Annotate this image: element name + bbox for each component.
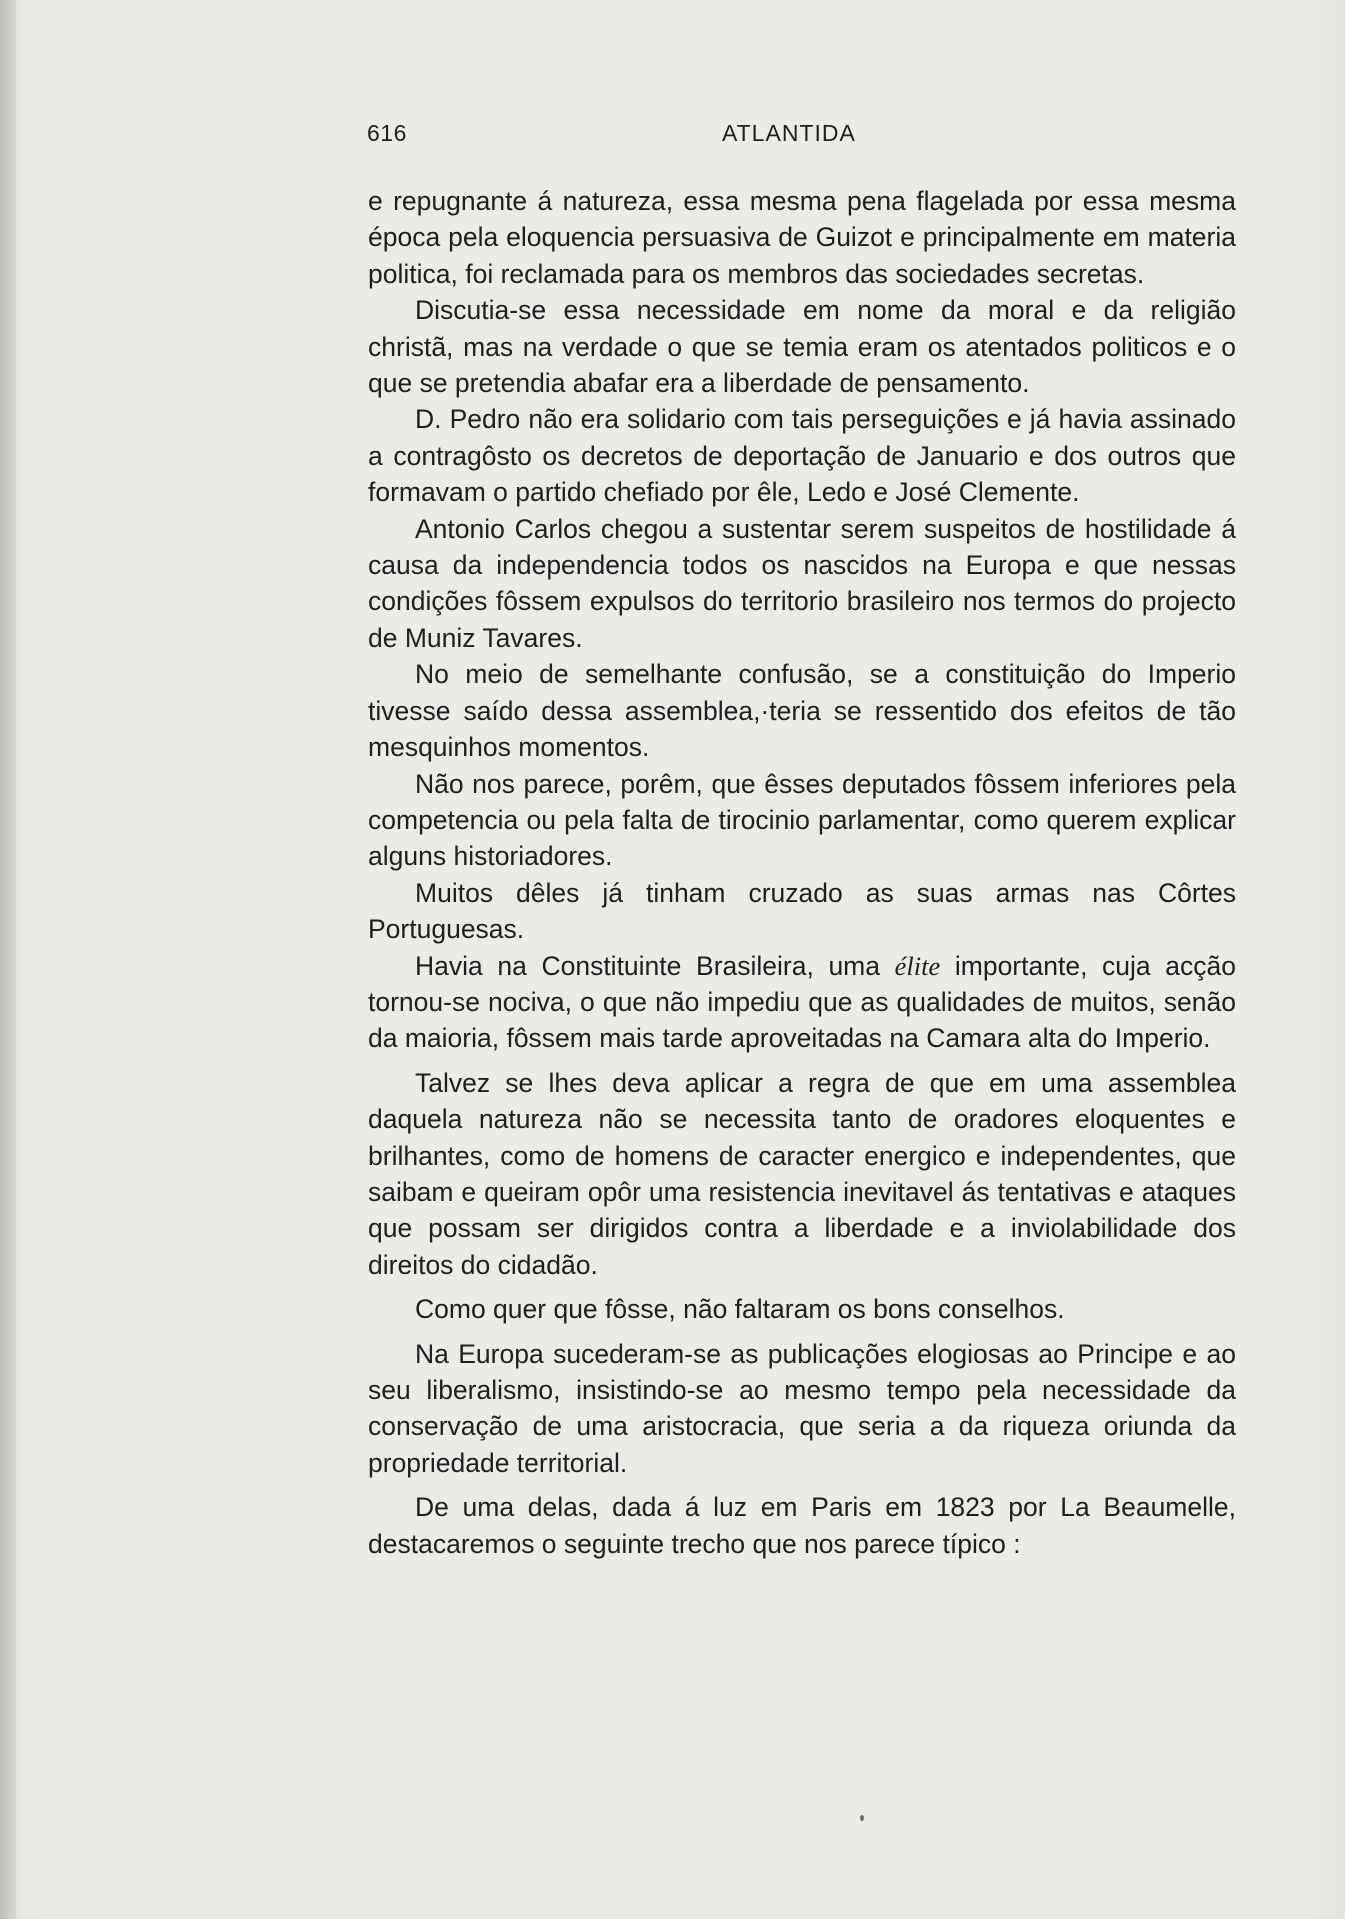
paragraph-6: Não nos parece, porêm, que êsses deputados fôssem inferiores pela competencia ou pela falta de tirocinio parlamentar, como querem explicar alguns historiadores. [368,768,1236,872]
paragraph-11: Na Europa sucederam-se as publicações elogiosas ao Principe e ao seu liberalismo, insistindo-se ao mesmo tempo pela necessidade da conservação de uma aristocracia, que seria a da riqueza oriunda da propriedade territorial. [368,1338,1236,1478]
running-title: ATLANTIDA [722,120,856,146]
paragraph-3: D. Pedro não era solidario com tais perseguições e já havia assinado a contragôsto os decretos de deportação de Januario e dos outros que formavam o partido chefiado por êle, Ledo e José Clemente. [368,404,1236,508]
paragraph-8-start: Havia na Constituinte Brasileira, uma [415,950,895,981]
paragraph-8 [368,948,1236,1057]
paragraph-2: Discutia-se essa necessidade em nome da moral e da religião christã, mas na verdade o que se temia eram os atentados politicos e o que se pretendia abafar era a liberdade de pensamento. [368,295,1236,399]
paragraph-10: Como quer que fôsse, não faltaram os bons conselhos. [415,1294,1065,1325]
italic-word-elite: élite [894,950,941,981]
paragraph-12: De uma delas, dada á luz em Paris em 1823 por La Beaumelle, destacaremos o seguinte trecho que nos parece típico : [368,1492,1236,1559]
body-text [368,183,1236,1562]
paragraph-4: Antonio Carlos chegou a sustentar serem suspeitos de hostilidade á causa da independencia todos os nascidos na Europa e que nessas condições fôssem expulsos do territorio brasileiro nos termos do projecto de Muniz Tavares. [368,513,1236,653]
page-gutter-shadow [0,0,16,1919]
page-number: 616 [367,120,407,146]
paragraph-9: Talvez se lhes deva aplicar a regra de que em uma assemblea daquela natureza não se necessita tanto de oradores eloquentes e brilhantes, como de homens de caracter energico e independentes, que saibam e queiram opôr uma resistencia inevitavel ás tentativas e ataques que possam ser dirigidos contra a liberdade e a inviolabilidade dos direitos do cidadão. [368,1067,1236,1280]
page-header [367,116,875,150]
paragraph-1: e repugnante á natureza, essa mesma pena flagelada por essa mesma época pela eloquencia persuasiva de Guizot e principalmente em materia politica, foi reclamada para os membros das sociedades secretas. [368,186,1236,289]
paragraph-5: No meio de semelhante confusão, se a constituição do Imperio tivesse saído dessa assemblea,·teria se ressentido dos efeitos de tão mesquinhos momentos. [368,659,1236,763]
paragraph-8-end: importante, cuja acção tornou-se nociva, o que não impediu que as qualidades de muitos, senão da maioria, fôssem mais tarde aproveitadas na Camara alta do Imperio. [368,950,1236,1054]
print-speck [860,1815,864,1821]
paragraph-7: Muitos dêles já tinham cruzado as suas armas nas Côrtes Portuguesas. [368,877,1236,945]
